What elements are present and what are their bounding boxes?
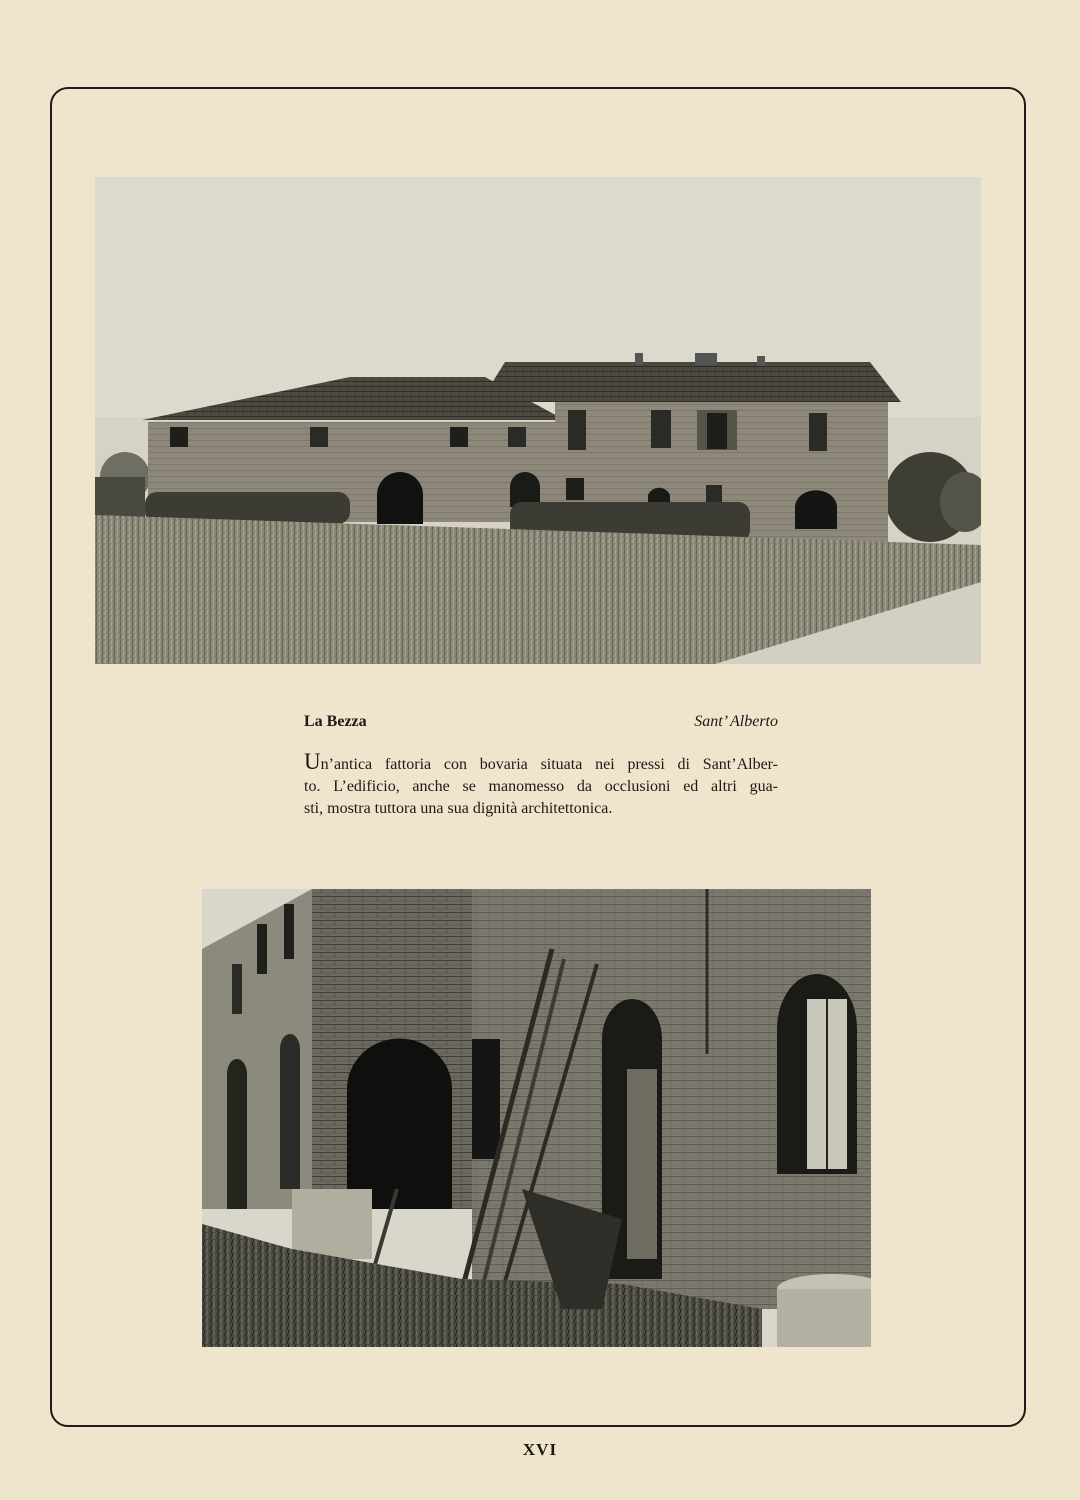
caption-line-1 [304, 749, 778, 776]
farmhouse-exterior-photo [95, 177, 981, 664]
caption-text [304, 749, 778, 820]
caption-header [304, 713, 778, 737]
caption-line-1-text: n’antica fattoria con bovaria situata nei pressi di Sant’Alber- [320, 756, 778, 773]
page-number: XVI [522, 1440, 558, 1459]
caption-place: Sant’ Alberto [694, 713, 778, 730]
caption-dropcap: U [304, 749, 321, 774]
caption-line-3: sti, mostra tuttora una sua dignità architettonica. [304, 800, 613, 817]
brick-wall-doorways-photo [202, 889, 871, 1347]
caption-title: La Bezza [304, 713, 367, 730]
caption-line-2: to. L’edificio, anche se manomesso da occlusioni ed altri gua- [304, 778, 778, 795]
